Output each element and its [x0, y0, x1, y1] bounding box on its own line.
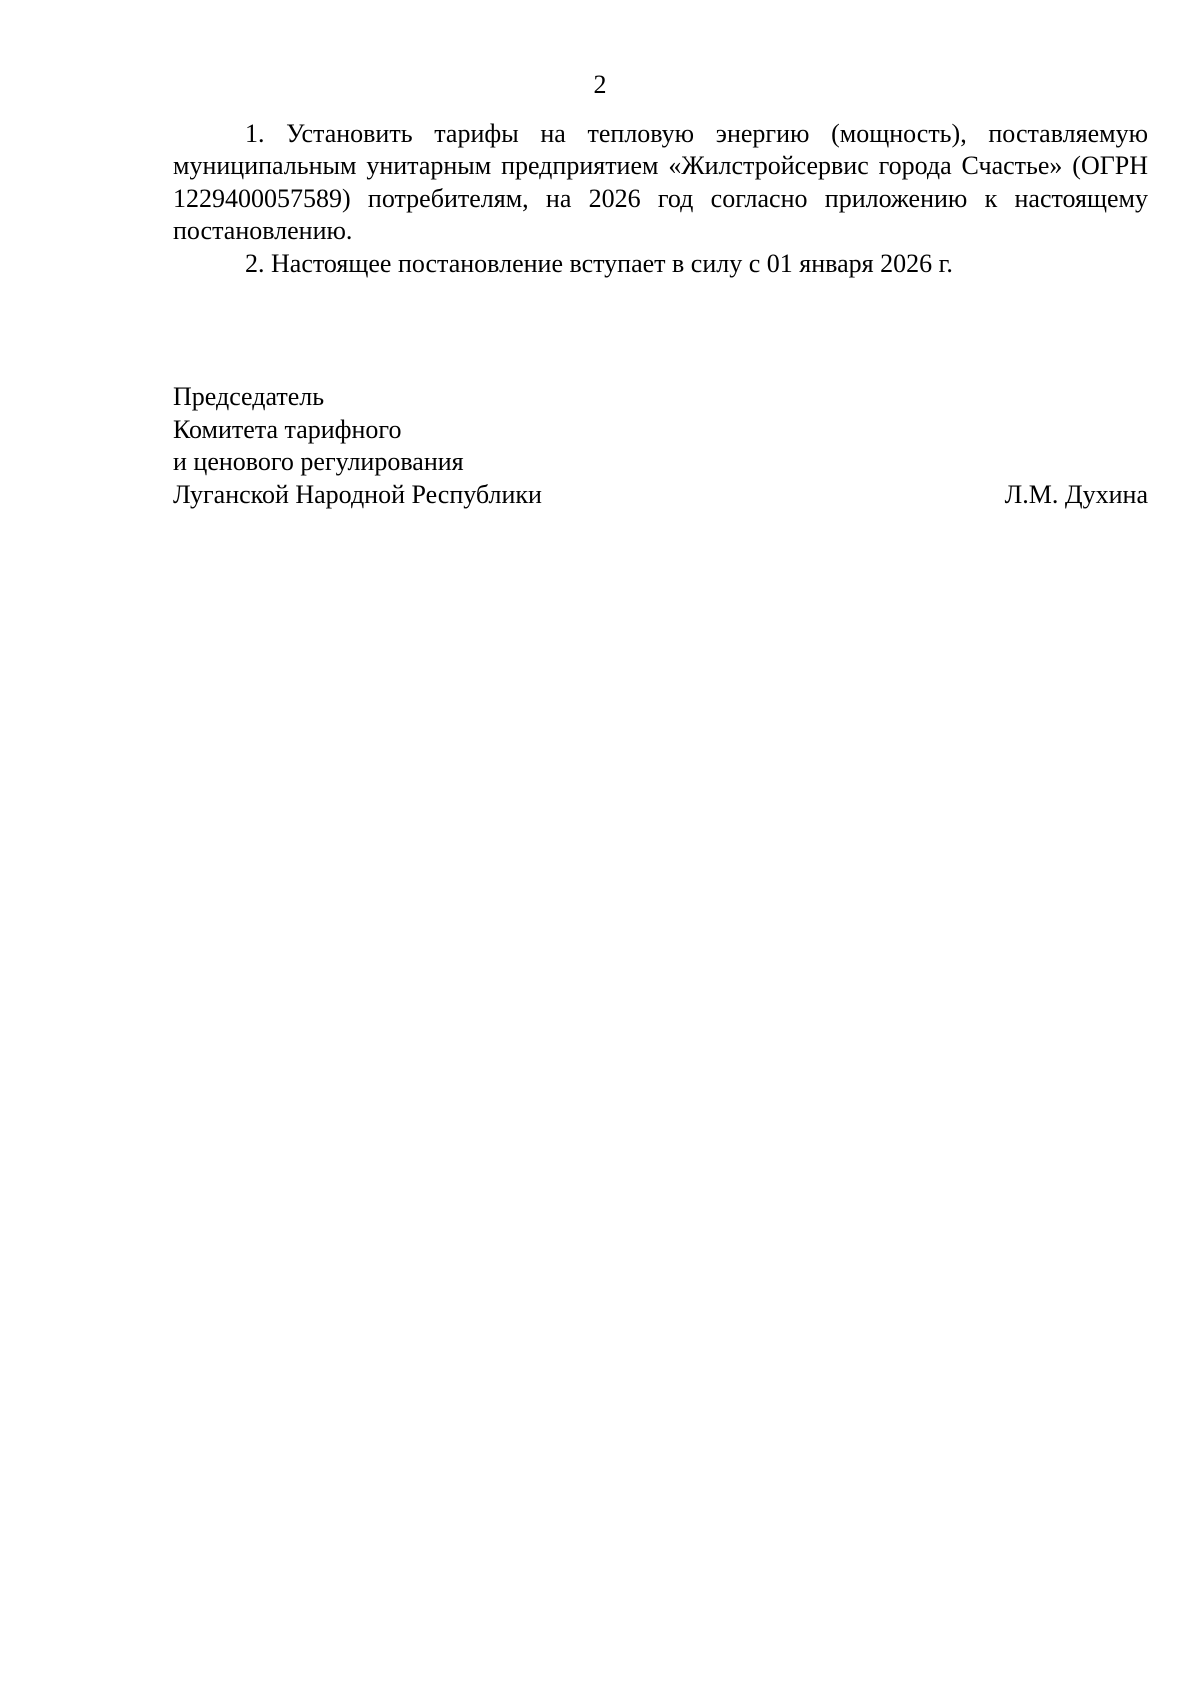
- signatory-last-line: [173, 479, 1148, 512]
- signatory-position-line-2: Комитета тарифного: [173, 414, 402, 444]
- signatory-position-line-1: Председатель: [173, 382, 325, 411]
- paragraph-2: 2. Настоящее постановление вступает в силу с 01 января 2026 г.: [245, 248, 953, 278]
- document-body: [173, 118, 1148, 280]
- paragraph-1: 1. Установить тарифы на тепловую энергию (мощность), поставляемую муниципальным унитарным предприятием «Жилстройсервис города Счастье» (ОГРН 1229400057589) потребителям, на 2026 год согласно приложению к настоящему постановлению.: [173, 119, 1148, 246]
- signatory-name: Л.М. Духина: [1004, 480, 1148, 510]
- signatory-position-line-4: Луганской Народной Республики: [173, 480, 542, 510]
- signatory-position-line-3: и ценового регулирования: [173, 447, 464, 477]
- signature-block: [173, 381, 1148, 512]
- page-number: 2: [593, 70, 607, 99]
